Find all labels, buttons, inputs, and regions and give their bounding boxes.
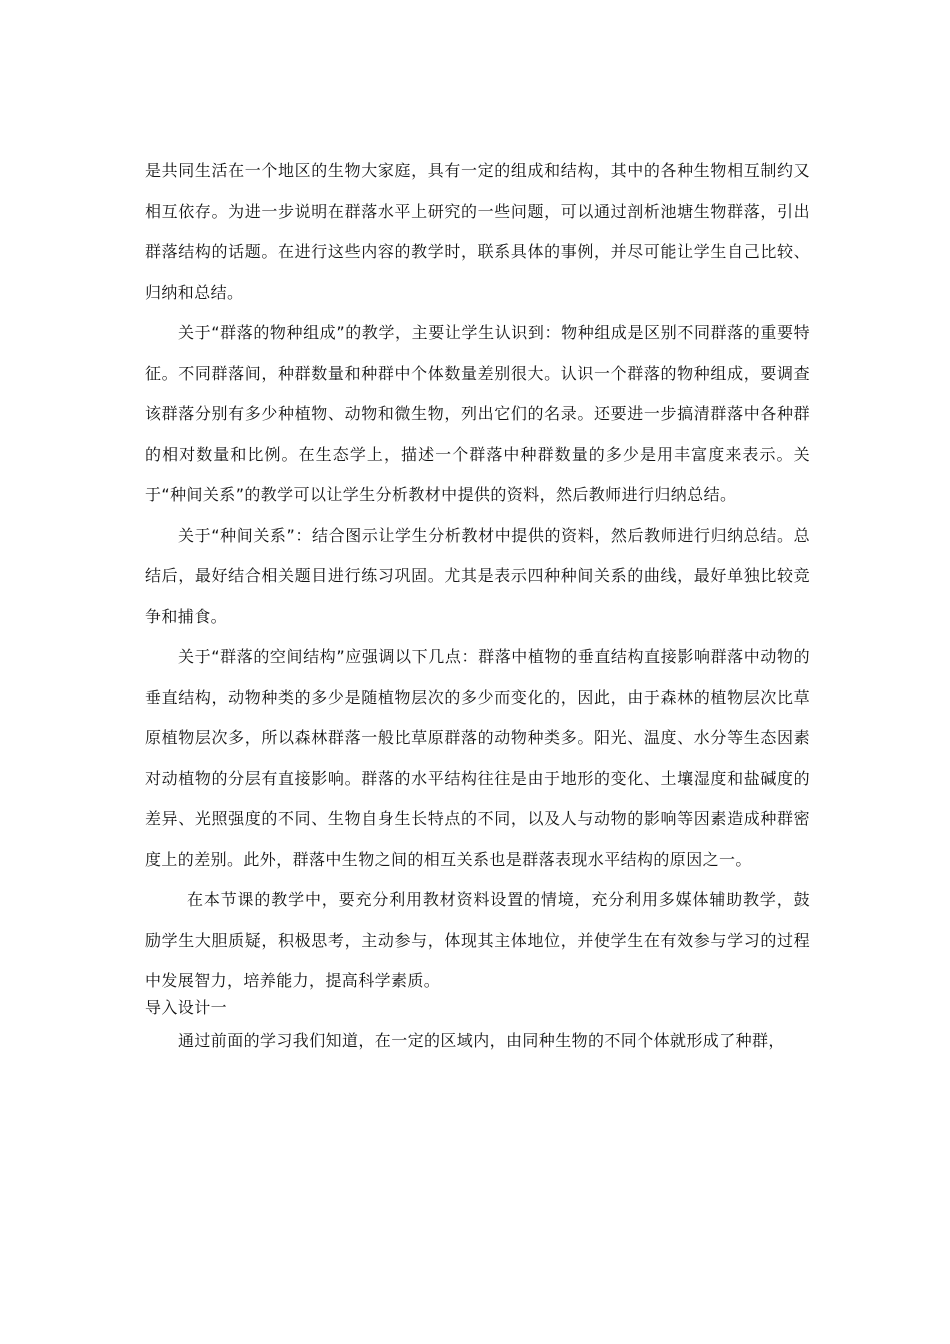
section-heading: 导入设计一 <box>145 997 228 1017</box>
document-body <box>145 151 810 1068</box>
paragraph-spatial-structure: 关于“群落的空间结构”应强调以下几点：群落中植物的垂直结构直接影响群落中动物的垂直结构，动物种类的多少是随植物层次的多少而变化的，因此，由于森林的植物层次比草原植物层次多，所以森林群落一般比草原群落的动物种类多。阳光、温度、水分等生态因素对动植物的分层有直接影响。群落的水平结构往往是由于地形的变化、土壤湿度和盐碱度的差异、光照强度的不同、生物自身生长特点的不同，以及人与动物的影响等因素造成种群密度上的差别。此外，群落中生物之间的相互关系也是群落表现水平结构的原因之一。 <box>145 647 810 869</box>
paragraph-species-composition: 关于“群落的物种组成”的教学，主要让学生认识到：物种组成是区别不同群落的重要特征。不同群落间，种群数量和种群中个体数量差别很大。认识一个群落的物种组成，要调查该群落分别有多少种植物、动物和微生物，列出它们的名录。还要进一步搞清群落中各种群的相对数量和比例。在生态学上，描述一个群落中种群数量的多少是用丰富度来表示。关于“种间关系”的教学可以让学生分析教材中提供的资料，然后教师进行归纳总结。 <box>145 323 810 504</box>
paragraph-teaching-approach: 在本节课的教学中，要充分利用教材资料设置的情境，充分利用多媒体辅助教学，鼓励学生大胆质疑，积极思考，主动参与，体现其主体地位，并使学生在有效参与学习的过程中发展智力，培养能力，提高科学素质。 <box>145 890 810 990</box>
paragraph-intro: 是共同生活在一个地区的生物大家庭，具有一定的组成和结构，其中的各种生物相互制约又相互依存。为进一步说明在群落水平上研究的一些问题，可以通过剖析池塘生物群落，引出群落结构的话题。在进行这些内容的教学时，联系具体的事例，并尽可能让学生自己比较、归纳和总结。 <box>145 161 810 302</box>
paragraph-introduction-design: 通过前面的学习我们知道，在一定的区域内，由同种生物的不同个体就形成了种群， <box>178 1030 785 1050</box>
paragraph-interspecific-relations: 关于“种间关系”：结合图示让学生分析教材中提供的资料，然后教师进行归纳总结。总结后，最好结合相关题目进行练习巩固。尤其是表示四种种间关系的曲线，最好单独比较竞争和捕食。 <box>145 525 810 626</box>
